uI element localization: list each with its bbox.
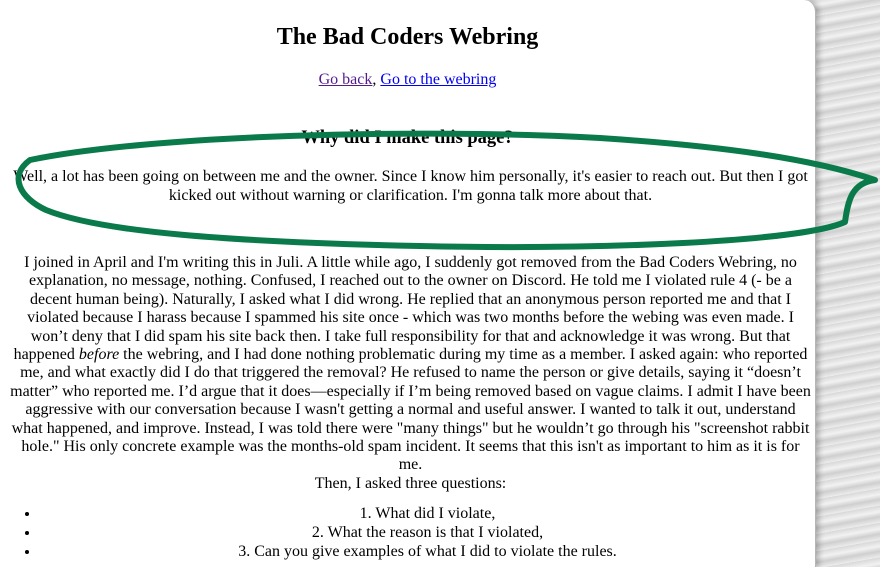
story-paragraph [8, 254, 813, 493]
list-item: • 3. Can you give examples of what I did to violate the rules. [40, 542, 815, 561]
nav-separator: , [372, 71, 381, 88]
list-item: • 2. What the reason is that I violated, [40, 523, 815, 542]
go-back-link[interactable]: Go back [318, 71, 373, 88]
questions-list [0, 504, 815, 561]
list-item: • 1. What did I violate, [40, 504, 815, 523]
story-text-part2: the webring, and I had done nothing problematic during my time as a member. I asked again: who reported me, and what exactly did I do that triggered the removal? He refused to name the person or give details, saying it “doesn’t matter” who reported me. I’d argue that it does—especially if I’m being removed based on vague claims. I admit I have been aggressive with our conversation because I wasn't getting a normal and useful answer. I wanted to talk it out, understand what happened, and improve. Instead, I was told there were "many things" but he wouldn’t go through his "screenshot rabbit hole." His only concrete example was the months-old spam incident. It seems that this isn't as important to him as it is for me. [10, 346, 811, 474]
background-texture [810, 0, 880, 567]
intro-paragraph: Well, a lot has been going on between me and the owner. Since I know him personally, it's easier to reach out. But then I got kicked out without warning or clarification. I'm gonna talk more about that. [13, 168, 808, 204]
nav-links [0, 71, 815, 89]
page-title: The Bad Coders Webring [276, 24, 539, 50]
story-emphasis: before [78, 346, 120, 364]
story-text-part1: I joined in April and I'm writing this in Juli. A little while ago, I suddenly got removed from the Bad Coders Webring, no explanation, no message, nothing. Confused, I reached out to the owner on Discord. He told me I violated rule 4 (- be a decent human being). Naturally, I asked what I did wrong. He replied that an anonymous person reported me and that I violated because I harass because I spammed his site once - which was two months before the webing was even made. I won’t deny that I did spam his site back then. I take full responsibility for that and acknowledge it was wrong. But that happened [13, 254, 797, 364]
questions-intro: Then, I asked three questions: [314, 474, 507, 492]
webring-link[interactable]: Go to the webring [380, 71, 497, 88]
section-title: Why did I make this page? [301, 128, 514, 148]
